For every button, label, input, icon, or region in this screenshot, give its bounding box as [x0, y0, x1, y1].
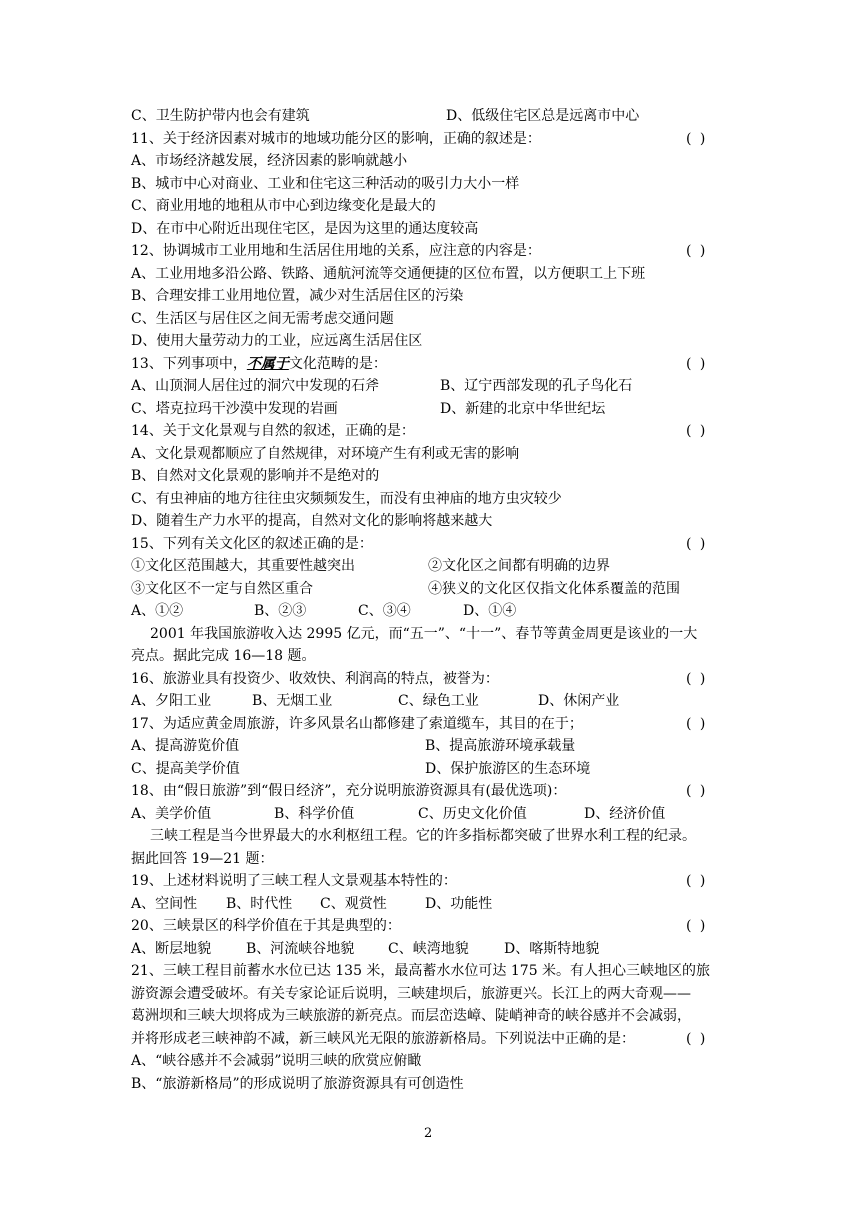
option-18a: A、美学价值 [131, 806, 212, 822]
option-18b: B、科学价值 [274, 806, 355, 822]
option-13d: D、新建的北京中华世纪坛 [440, 401, 606, 417]
option-15d: D、①④ [463, 603, 517, 619]
option-11a: A、市场经济越发展，经济因素的影响就越小 [131, 153, 408, 169]
statement-15-1: ①文化区范围越大，其重要性越突出 [131, 558, 355, 574]
answer-bracket-21: ( ) [686, 1031, 708, 1047]
question-19: 19、上述材料说明了三峡工程人文景观基本特性的： [131, 873, 457, 889]
question-13 [131, 353, 387, 375]
question-21-line-2: 游资源会遭受破坏。有关专家论证后说明，三峡建坝后，旅游更兴。长江上的两大奇观—— [131, 986, 691, 1002]
question-16: 16、旅游业具有投资少、收效快、利润高的特点，被誉为： [131, 671, 499, 687]
option-12d: D、使用大量劳动力的工业，应远离生活居住区 [131, 333, 423, 349]
answer-bracket-19: ( ) [686, 873, 708, 889]
option-15a: A、①② [131, 603, 184, 619]
question-14: 14、关于文化景观与自然的叙述，正确的是： [131, 423, 415, 439]
option-11d: D、在市中心附近出现住宅区，是因为这里的通达度较高 [131, 221, 479, 237]
question-21-line-3: 葛洲坝和三峡大坝将成为三峡旅游的新亮点。而层峦迭嶂、陡峭神奇的峡谷感并不会减弱， [131, 1008, 691, 1024]
option-20d: D、喀斯特地貌 [504, 941, 600, 957]
passage-1-line-2: 亮点。据此完成 16—18 题。 [131, 648, 316, 664]
option-18d: D、经济价值 [584, 806, 666, 822]
option-16b: B、无烟工业 [252, 693, 333, 709]
question-12: 12、协调城市工业用地和生活居住用地的关系，应注意的内容是： [131, 243, 541, 259]
option-19a: A、空间性 [131, 896, 198, 912]
option-10d: D、低级住宅区总是远离市中心 [446, 108, 640, 124]
option-12a: A、工业用地多沿公路、铁路、通航河流等交通便捷的区位布置，以方便职工上下班 [131, 266, 646, 282]
passage-1-line-1: 2001 年我国旅游收入达 2995 亿元，而“五一”、“十一”、春节等黄金周更是该业的一大 [150, 626, 698, 642]
question-18: 18、由“假日旅游”到“假日经济”，充分说明旅游资源具有(最优选项)： [131, 783, 567, 799]
option-16a: A、夕阳工业 [131, 693, 212, 709]
answer-bracket-12: ( ) [686, 243, 708, 259]
option-19b: B、时代性 [226, 896, 293, 912]
answer-bracket-15: ( ) [686, 536, 708, 552]
option-12c: C、生活区与居住区之间无需考虑交通问题 [131, 311, 394, 327]
question-15: 15、下列有关文化区的叙述正确的是： [131, 536, 373, 552]
statement-15-4: ④狭义的文化区仅指文化体系覆盖的范围 [428, 581, 680, 597]
option-11c: C、商业用地的地租从市中心到边缘变化是最大的 [131, 198, 436, 214]
option-14a: A、文化景观都顺应了自然规律，对环境产生有利或无害的影响 [131, 446, 520, 462]
option-21a: A、“峡谷感并不会减弱”说明三峡的欣赏应俯瞰 [131, 1053, 422, 1069]
option-17d: D、保护旅游区的生态环境 [425, 761, 591, 777]
passage-2-line-2: 据此回答 19—21 题： [131, 851, 274, 867]
option-14b: B、自然对文化景观的影响并不是绝对的 [131, 468, 380, 484]
option-20c: C、峡湾地貌 [388, 941, 469, 957]
question-13-emphasis: 不属于 [246, 356, 289, 372]
answer-bracket-13: ( ) [686, 356, 708, 372]
question-21-line-1: 21、三峡工程目前蓄水水位已达 135 米，最高蓄水水位可达 175 米。有人担心三峡地区的旅 [131, 963, 711, 979]
statement-15-2: ②文化区之间都有明确的边界 [428, 558, 610, 574]
option-14d: D、随着生产力水平的提高，自然对文化的影响将越来越大 [131, 513, 493, 529]
option-10c: C、卫生防护带内也会有建筑 [131, 108, 310, 124]
question-17: 17、为适应黄金周旅游，许多风景名山都修建了索道缆车，其目的在于； [131, 716, 583, 732]
option-11b: B、城市中心对商业、工业和住宅这三种活动的吸引力大小一样 [131, 176, 520, 192]
answer-bracket-20: ( ) [686, 918, 708, 934]
question-11: 11、关于经济因素对城市的地域功能分区的影响，正确的叙述是： [131, 131, 541, 147]
option-19d: D、功能性 [425, 896, 493, 912]
passage-2-line-1: 三峡工程是当今世界最大的水利枢纽工程。它的许多指标都突破了世界水利工程的纪录。 [150, 828, 696, 844]
answer-bracket-14: ( ) [686, 423, 708, 439]
option-14c: C、有虫神庙的地方往往虫灾频频发生，而没有虫神庙的地方虫灾较少 [131, 491, 562, 507]
option-17a: A、提高游览价值 [131, 738, 240, 754]
option-21b: B、“旅游新格局”的形成说明了旅游资源具有可创造性 [131, 1076, 464, 1092]
option-12b: B、合理安排工业用地位置，减少对生活居住区的污染 [131, 288, 464, 304]
answer-bracket-16: ( ) [686, 671, 708, 687]
option-20a: A、断层地貌 [131, 941, 212, 957]
question-21-line-4: 并将形成老三峡神韵不减，新三峡风光无限的旅游新格局。下列说法中正确的是： [131, 1031, 635, 1047]
option-18c: C、历史文化价值 [418, 806, 527, 822]
answer-bracket-11: ( ) [686, 131, 708, 147]
option-13b: B、辽宁西部发现的孔子鸟化石 [440, 378, 633, 394]
option-15c: C、③④ [358, 603, 411, 619]
page-number: 2 [424, 1126, 433, 1141]
answer-bracket-17: ( ) [686, 716, 708, 732]
option-13c: C、塔克拉玛干沙漠中发现的岩画 [131, 401, 338, 417]
option-19c: C、观赏性 [320, 896, 387, 912]
option-16c: C、绿色工业 [398, 693, 479, 709]
option-17c: C、提高美学价值 [131, 761, 240, 777]
statement-15-3: ③文化区不一定与自然区重合 [131, 581, 313, 597]
answer-bracket-18: ( ) [686, 783, 708, 799]
question-20: 20、三峡景区的科学价值在于其是典型的： [131, 918, 401, 934]
option-13a: A、山顶洞人居住过的洞穴中发现的石斧 [131, 378, 380, 394]
question-13-prefix: 13、下列事项中， [131, 356, 247, 372]
option-16d: D、休闲产业 [538, 693, 620, 709]
option-17b: B、提高旅游环境承载量 [425, 738, 576, 754]
option-20b: B、河流峡谷地貌 [246, 941, 355, 957]
option-15b: B、②③ [254, 603, 307, 619]
question-13-suffix: 文化范畴的是： [288, 356, 387, 372]
